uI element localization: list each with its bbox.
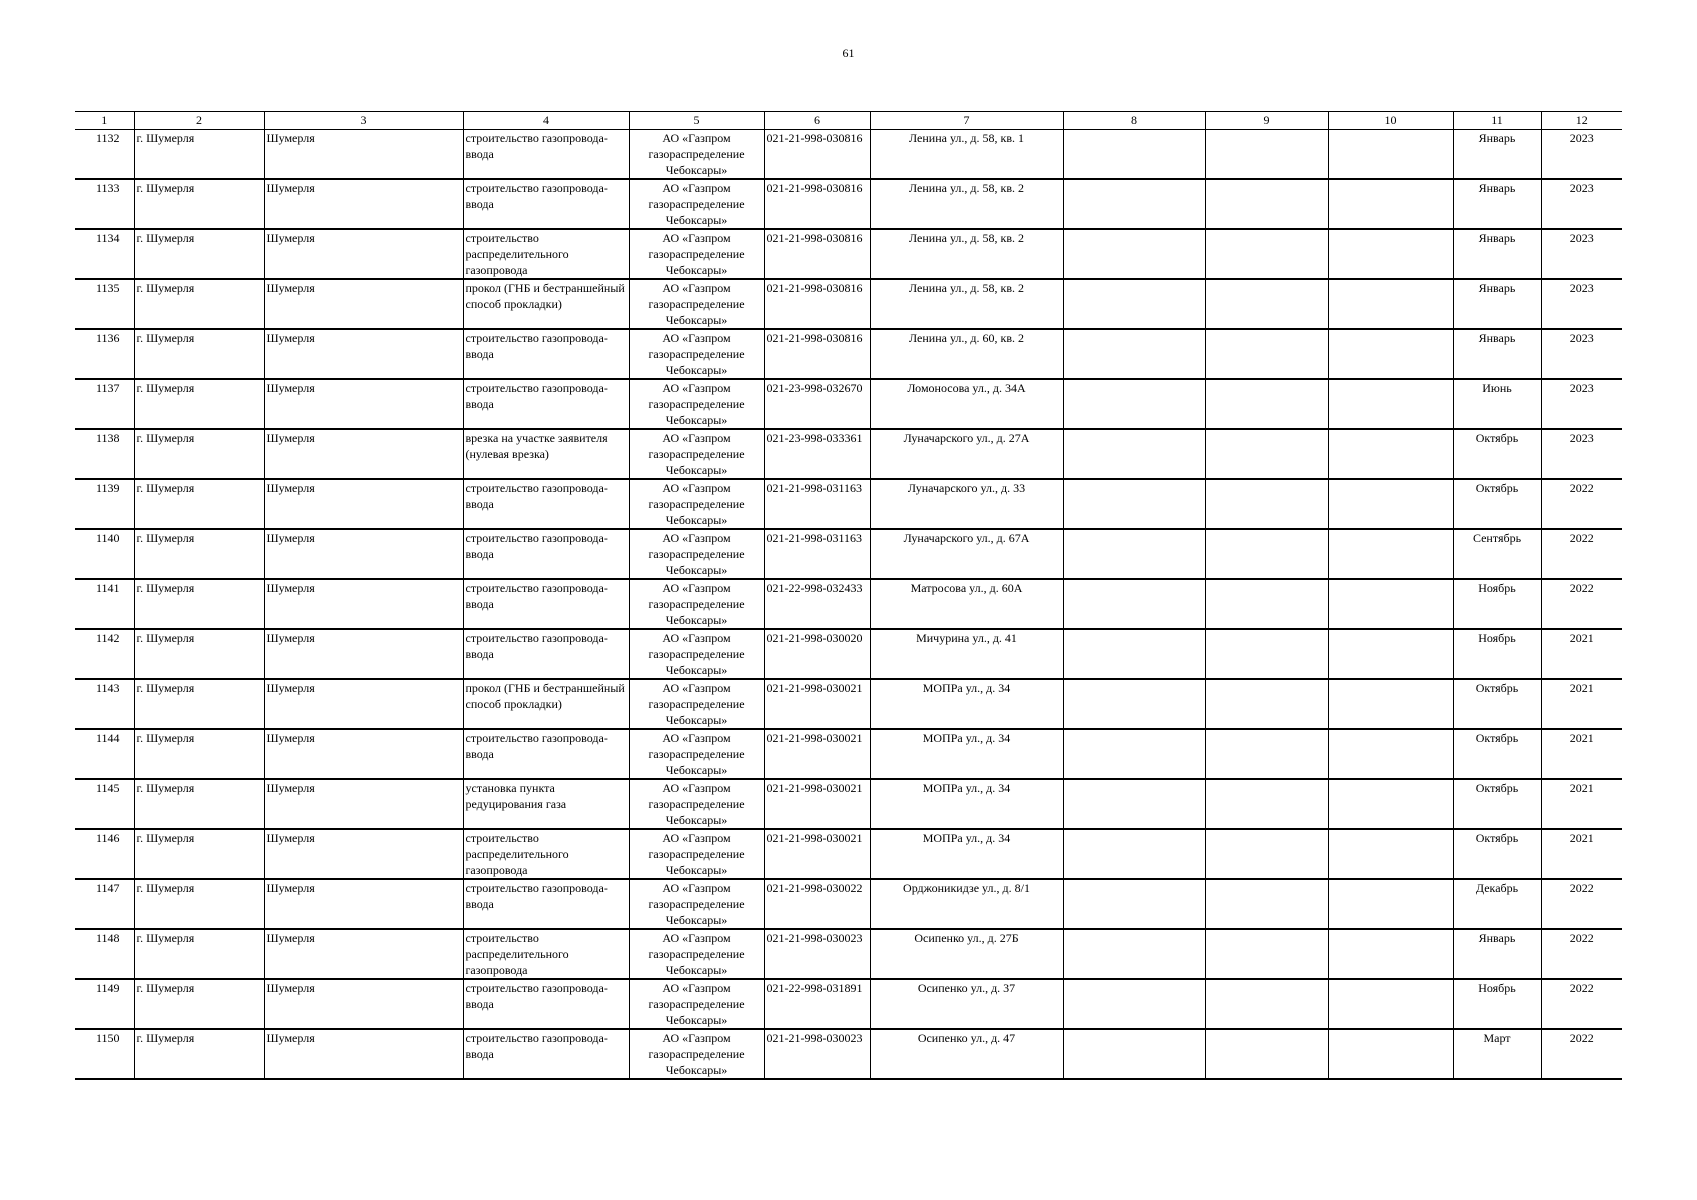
column-8-cell xyxy=(1063,429,1205,479)
address-cell: Ленина ул., д. 60, кв. 2 xyxy=(870,329,1063,379)
column-9-cell xyxy=(1205,779,1328,829)
work-type-cell: строительство газопровода-ввода xyxy=(463,1029,629,1079)
city-cell: г. Шумерля xyxy=(134,629,264,679)
locality-cell: Шумерля xyxy=(264,579,463,629)
row-number: 1136 xyxy=(75,329,134,379)
column-8-cell xyxy=(1063,529,1205,579)
year-cell: 2023 xyxy=(1541,179,1622,229)
year-cell: 2023 xyxy=(1541,130,1622,180)
address-cell: МОПРа ул., д. 34 xyxy=(870,679,1063,729)
column-8-cell xyxy=(1063,879,1205,929)
column-10-cell xyxy=(1328,829,1453,879)
application-code-cell: 021-21-998-030816 xyxy=(764,130,870,180)
column-9-cell xyxy=(1205,179,1328,229)
row-number: 1142 xyxy=(75,629,134,679)
work-type-cell: строительство газопровода-ввода xyxy=(463,379,629,429)
city-cell: г. Шумерля xyxy=(134,429,264,479)
column-10-cell xyxy=(1328,729,1453,779)
table-row xyxy=(75,929,1622,979)
organization-cell: АО «Газпром газораспределение Чебоксары» xyxy=(629,729,764,779)
locality-cell: Шумерля xyxy=(264,929,463,979)
work-type-cell: строительство газопровода-ввода xyxy=(463,579,629,629)
column-8-cell xyxy=(1063,629,1205,679)
month-cell: Октябрь xyxy=(1453,779,1541,829)
work-type-cell: строительство газопровода-ввода xyxy=(463,629,629,679)
column-header: 7 xyxy=(870,112,1063,130)
month-cell: Январь xyxy=(1453,179,1541,229)
table-row xyxy=(75,279,1622,329)
locality-cell: Шумерля xyxy=(264,179,463,229)
row-number: 1141 xyxy=(75,579,134,629)
column-10-cell xyxy=(1328,929,1453,979)
column-10-cell xyxy=(1328,130,1453,180)
locality-cell: Шумерля xyxy=(264,829,463,879)
address-cell: Луначарского ул., д. 27А xyxy=(870,429,1063,479)
city-cell: г. Шумерля xyxy=(134,1029,264,1079)
address-cell: Осипенко ул., д. 47 xyxy=(870,1029,1063,1079)
locality-cell: Шумерля xyxy=(264,679,463,729)
column-9-cell xyxy=(1205,429,1328,479)
address-cell: Ленина ул., д. 58, кв. 2 xyxy=(870,279,1063,329)
city-cell: г. Шумерля xyxy=(134,329,264,379)
column-8-cell xyxy=(1063,229,1205,279)
locality-cell: Шумерля xyxy=(264,229,463,279)
locality-cell: Шумерля xyxy=(264,379,463,429)
work-type-cell: строительство газопровода-ввода xyxy=(463,130,629,180)
data-table xyxy=(75,111,1622,1080)
row-number: 1134 xyxy=(75,229,134,279)
month-cell: Ноябрь xyxy=(1453,629,1541,679)
column-10-cell xyxy=(1328,579,1453,629)
row-number: 1144 xyxy=(75,729,134,779)
application-code-cell: 021-21-998-030020 xyxy=(764,629,870,679)
row-number: 1145 xyxy=(75,779,134,829)
locality-cell: Шумерля xyxy=(264,779,463,829)
organization-cell: АО «Газпром газораспределение Чебоксары» xyxy=(629,529,764,579)
year-cell: 2021 xyxy=(1541,779,1622,829)
application-code-cell: 021-21-998-030816 xyxy=(764,179,870,229)
work-type-cell: строительство газопровода-ввода xyxy=(463,529,629,579)
row-number: 1149 xyxy=(75,979,134,1029)
locality-cell: Шумерля xyxy=(264,879,463,929)
application-code-cell: 021-21-998-030021 xyxy=(764,779,870,829)
city-cell: г. Шумерля xyxy=(134,229,264,279)
month-cell: Январь xyxy=(1453,279,1541,329)
table-row xyxy=(75,729,1622,779)
page-number: 61 xyxy=(842,46,855,60)
work-type-cell: строительство распределительного газопровода xyxy=(463,829,629,879)
organization-cell: АО «Газпром газораспределение Чебоксары» xyxy=(629,429,764,479)
organization-cell: АО «Газпром газораспределение Чебоксары» xyxy=(629,329,764,379)
column-10-cell xyxy=(1328,329,1453,379)
column-8-cell xyxy=(1063,179,1205,229)
month-cell: Март xyxy=(1453,1029,1541,1079)
table-row xyxy=(75,879,1622,929)
locality-cell: Шумерля xyxy=(264,279,463,329)
table-row xyxy=(75,429,1622,479)
table-row xyxy=(75,179,1622,229)
month-cell: Ноябрь xyxy=(1453,979,1541,1029)
city-cell: г. Шумерля xyxy=(134,529,264,579)
locality-cell: Шумерля xyxy=(264,130,463,180)
row-number: 1133 xyxy=(75,179,134,229)
column-10-cell xyxy=(1328,279,1453,329)
year-cell: 2021 xyxy=(1541,829,1622,879)
column-8-cell xyxy=(1063,729,1205,779)
column-header: 6 xyxy=(764,112,870,130)
column-header: 1 xyxy=(75,112,134,130)
organization-cell: АО «Газпром газораспределение Чебоксары» xyxy=(629,629,764,679)
column-10-cell xyxy=(1328,179,1453,229)
column-8-cell xyxy=(1063,579,1205,629)
row-number: 1140 xyxy=(75,529,134,579)
row-number: 1138 xyxy=(75,429,134,479)
work-type-cell: строительство газопровода-ввода xyxy=(463,179,629,229)
column-9-cell xyxy=(1205,829,1328,879)
year-cell: 2022 xyxy=(1541,929,1622,979)
city-cell: г. Шумерля xyxy=(134,579,264,629)
column-10-cell xyxy=(1328,779,1453,829)
city-cell: г. Шумерля xyxy=(134,829,264,879)
row-number: 1148 xyxy=(75,929,134,979)
locality-cell: Шумерля xyxy=(264,729,463,779)
column-9-cell xyxy=(1205,1029,1328,1079)
work-type-cell: прокол (ГНБ и бестраншейный способ прокладки) xyxy=(463,679,629,729)
work-type-cell: строительство газопровода-ввода xyxy=(463,729,629,779)
table-row xyxy=(75,779,1622,829)
column-8-cell xyxy=(1063,1029,1205,1079)
address-cell: Ленина ул., д. 58, кв. 2 xyxy=(870,229,1063,279)
column-9-cell xyxy=(1205,679,1328,729)
column-header: 10 xyxy=(1328,112,1453,130)
work-type-cell: врезка на участке заявителя (нулевая врезка) xyxy=(463,429,629,479)
address-cell: Луначарского ул., д. 67А xyxy=(870,529,1063,579)
row-number: 1146 xyxy=(75,829,134,879)
year-cell: 2021 xyxy=(1541,629,1622,679)
work-type-cell: строительство газопровода-ввода xyxy=(463,329,629,379)
application-code-cell: 021-22-998-032433 xyxy=(764,579,870,629)
column-header: 4 xyxy=(463,112,629,130)
year-cell: 2023 xyxy=(1541,229,1622,279)
application-code-cell: 021-21-998-030022 xyxy=(764,879,870,929)
application-code-cell: 021-21-998-030816 xyxy=(764,329,870,379)
header-row xyxy=(75,112,1622,130)
month-cell: Январь xyxy=(1453,130,1541,180)
organization-cell: АО «Газпром газораспределение Чебоксары» xyxy=(629,229,764,279)
row-number: 1132 xyxy=(75,130,134,180)
organization-cell: АО «Газпром газораспределение Чебоксары» xyxy=(629,929,764,979)
organization-cell: АО «Газпром газораспределение Чебоксары» xyxy=(629,879,764,929)
column-10-cell xyxy=(1328,479,1453,529)
organization-cell: АО «Газпром газораспределение Чебоксары» xyxy=(629,579,764,629)
month-cell: Июнь xyxy=(1453,379,1541,429)
application-code-cell: 021-21-998-030021 xyxy=(764,679,870,729)
city-cell: г. Шумерля xyxy=(134,929,264,979)
column-9-cell xyxy=(1205,379,1328,429)
column-header: 9 xyxy=(1205,112,1328,130)
year-cell: 2022 xyxy=(1541,479,1622,529)
locality-cell: Шумерля xyxy=(264,429,463,479)
city-cell: г. Шумерля xyxy=(134,279,264,329)
work-type-cell: установка пункта редуцирования газа xyxy=(463,779,629,829)
organization-cell: АО «Газпром газораспределение Чебоксары» xyxy=(629,179,764,229)
column-8-cell xyxy=(1063,329,1205,379)
column-8-cell xyxy=(1063,829,1205,879)
organization-cell: АО «Газпром газораспределение Чебоксары» xyxy=(629,1029,764,1079)
column-8-cell xyxy=(1063,130,1205,180)
address-cell: Орджоникидзе ул., д. 8/1 xyxy=(870,879,1063,929)
year-cell: 2023 xyxy=(1541,429,1622,479)
month-cell: Октябрь xyxy=(1453,729,1541,779)
locality-cell: Шумерля xyxy=(264,479,463,529)
column-header: 8 xyxy=(1063,112,1205,130)
month-cell: Октябрь xyxy=(1453,429,1541,479)
row-number: 1135 xyxy=(75,279,134,329)
column-10-cell xyxy=(1328,879,1453,929)
column-9-cell xyxy=(1205,329,1328,379)
column-9-cell xyxy=(1205,879,1328,929)
application-code-cell: 021-22-998-031891 xyxy=(764,979,870,1029)
city-cell: г. Шумерля xyxy=(134,779,264,829)
address-cell: Матросова ул., д. 60А xyxy=(870,579,1063,629)
column-8-cell xyxy=(1063,979,1205,1029)
column-9-cell xyxy=(1205,729,1328,779)
table-row xyxy=(75,529,1622,579)
application-code-cell: 021-21-998-030023 xyxy=(764,1029,870,1079)
column-header: 2 xyxy=(134,112,264,130)
year-cell: 2022 xyxy=(1541,1029,1622,1079)
column-10-cell xyxy=(1328,379,1453,429)
application-code-cell: 021-23-998-033361 xyxy=(764,429,870,479)
column-9-cell xyxy=(1205,579,1328,629)
column-9-cell xyxy=(1205,629,1328,679)
locality-cell: Шумерля xyxy=(264,979,463,1029)
address-cell: МОПРа ул., д. 34 xyxy=(870,829,1063,879)
year-cell: 2021 xyxy=(1541,679,1622,729)
column-10-cell xyxy=(1328,1029,1453,1079)
work-type-cell: строительство распределительного газопровода xyxy=(463,229,629,279)
application-code-cell: 021-21-998-031163 xyxy=(764,529,870,579)
locality-cell: Шумерля xyxy=(264,329,463,379)
application-code-cell: 021-21-998-030816 xyxy=(764,229,870,279)
column-8-cell xyxy=(1063,779,1205,829)
table-row xyxy=(75,829,1622,879)
table-row xyxy=(75,1029,1622,1079)
address-cell: Осипенко ул., д. 27Б xyxy=(870,929,1063,979)
address-cell: Ломоносова ул., д. 34А xyxy=(870,379,1063,429)
column-10-cell xyxy=(1328,229,1453,279)
column-10-cell xyxy=(1328,429,1453,479)
month-cell: Октябрь xyxy=(1453,679,1541,729)
application-code-cell: 021-21-998-031163 xyxy=(764,479,870,529)
column-10-cell xyxy=(1328,529,1453,579)
row-number: 1137 xyxy=(75,379,134,429)
table-body xyxy=(75,130,1622,1080)
row-number: 1147 xyxy=(75,879,134,929)
work-type-cell: строительство газопровода-ввода xyxy=(463,979,629,1029)
column-9-cell xyxy=(1205,479,1328,529)
column-header: 5 xyxy=(629,112,764,130)
month-cell: Октябрь xyxy=(1453,479,1541,529)
row-number: 1143 xyxy=(75,679,134,729)
organization-cell: АО «Газпром газораспределение Чебоксары» xyxy=(629,479,764,529)
address-cell: Ленина ул., д. 58, кв. 2 xyxy=(870,179,1063,229)
application-code-cell: 021-21-998-030021 xyxy=(764,729,870,779)
year-cell: 2021 xyxy=(1541,729,1622,779)
city-cell: г. Шумерля xyxy=(134,879,264,929)
column-8-cell xyxy=(1063,479,1205,529)
locality-cell: Шумерля xyxy=(264,1029,463,1079)
table-row xyxy=(75,130,1622,180)
column-header: 12 xyxy=(1541,112,1622,130)
column-8-cell xyxy=(1063,279,1205,329)
month-cell: Ноябрь xyxy=(1453,579,1541,629)
city-cell: г. Шумерля xyxy=(134,679,264,729)
work-type-cell: строительство распределительного газопровода xyxy=(463,929,629,979)
table-row xyxy=(75,479,1622,529)
column-8-cell xyxy=(1063,929,1205,979)
address-cell: МОПРа ул., д. 34 xyxy=(870,729,1063,779)
work-type-cell: строительство газопровода-ввода xyxy=(463,479,629,529)
application-code-cell: 021-21-998-030816 xyxy=(764,279,870,329)
city-cell: г. Шумерля xyxy=(134,179,264,229)
address-cell: Осипенко ул., д. 37 xyxy=(870,979,1063,1029)
column-8-cell xyxy=(1063,679,1205,729)
column-header: 11 xyxy=(1453,112,1541,130)
application-code-cell: 021-21-998-030021 xyxy=(764,829,870,879)
table-row xyxy=(75,229,1622,279)
locality-cell: Шумерля xyxy=(264,529,463,579)
year-cell: 2023 xyxy=(1541,279,1622,329)
work-type-cell: строительство газопровода-ввода xyxy=(463,879,629,929)
city-cell: г. Шумерля xyxy=(134,379,264,429)
organization-cell: АО «Газпром газораспределение Чебоксары» xyxy=(629,379,764,429)
table-row xyxy=(75,679,1622,729)
year-cell: 2023 xyxy=(1541,379,1622,429)
table-row xyxy=(75,379,1622,429)
table-row xyxy=(75,579,1622,629)
address-cell: Ленина ул., д. 58, кв. 1 xyxy=(870,130,1063,180)
column-10-cell xyxy=(1328,979,1453,1029)
year-cell: 2023 xyxy=(1541,329,1622,379)
organization-cell: АО «Газпром газораспределение Чебоксары» xyxy=(629,130,764,180)
organization-cell: АО «Газпром газораспределение Чебоксары» xyxy=(629,979,764,1029)
city-cell: г. Шумерля xyxy=(134,979,264,1029)
column-8-cell xyxy=(1063,379,1205,429)
column-9-cell xyxy=(1205,929,1328,979)
organization-cell: АО «Газпром газораспределение Чебоксары» xyxy=(629,679,764,729)
year-cell: 2022 xyxy=(1541,579,1622,629)
column-9-cell xyxy=(1205,130,1328,180)
column-10-cell xyxy=(1328,679,1453,729)
month-cell: Январь xyxy=(1453,329,1541,379)
city-cell: г. Шумерля xyxy=(134,479,264,529)
city-cell: г. Шумерля xyxy=(134,130,264,180)
year-cell: 2022 xyxy=(1541,979,1622,1029)
year-cell: 2022 xyxy=(1541,879,1622,929)
work-type-cell: прокол (ГНБ и бестраншейный способ прокладки) xyxy=(463,279,629,329)
row-number: 1139 xyxy=(75,479,134,529)
year-cell: 2022 xyxy=(1541,529,1622,579)
address-cell: Мичурина ул., д. 41 xyxy=(870,629,1063,679)
month-cell: Октябрь xyxy=(1453,829,1541,879)
organization-cell: АО «Газпром газораспределение Чебоксары» xyxy=(629,829,764,879)
month-cell: Январь xyxy=(1453,229,1541,279)
month-cell: Декабрь xyxy=(1453,879,1541,929)
organization-cell: АО «Газпром газораспределение Чебоксары» xyxy=(629,279,764,329)
row-number: 1150 xyxy=(75,1029,134,1079)
locality-cell: Шумерля xyxy=(264,629,463,679)
column-header: 3 xyxy=(264,112,463,130)
column-9-cell xyxy=(1205,979,1328,1029)
address-cell: МОПРа ул., д. 34 xyxy=(870,779,1063,829)
application-code-cell: 021-23-998-032670 xyxy=(764,379,870,429)
table-row xyxy=(75,329,1622,379)
city-cell: г. Шумерля xyxy=(134,729,264,779)
table-row xyxy=(75,629,1622,679)
application-code-cell: 021-21-998-030023 xyxy=(764,929,870,979)
column-9-cell xyxy=(1205,279,1328,329)
month-cell: Январь xyxy=(1453,929,1541,979)
month-cell: Сентябрь xyxy=(1453,529,1541,579)
column-10-cell xyxy=(1328,629,1453,679)
organization-cell: АО «Газпром газораспределение Чебоксары» xyxy=(629,779,764,829)
table-row xyxy=(75,979,1622,1029)
column-9-cell xyxy=(1205,229,1328,279)
column-9-cell xyxy=(1205,529,1328,579)
address-cell: Луначарского ул., д. 33 xyxy=(870,479,1063,529)
